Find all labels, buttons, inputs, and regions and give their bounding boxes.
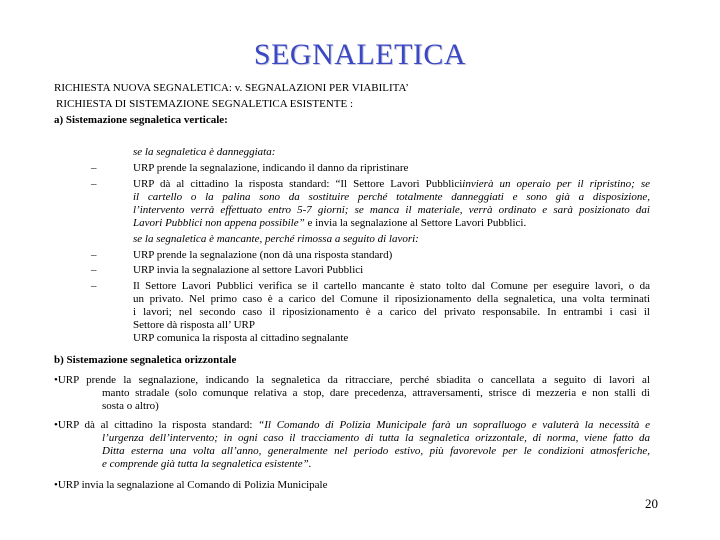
para-line: sosta o altro) [102,400,159,412]
missing-item-3-line: un privato. Nel primo caso è a carico del Comune il riposizionamento della segnaletica, una volta terminati [133,293,650,305]
missing-item-3 [133,280,650,345]
para-line: manto stradale (solo comunque relativa a stop, dare precedenza, attraversamenti, strisce di mezzeria e non stalli di [102,387,650,399]
dash-bullet: – [91,280,97,292]
dash-bullet: – [91,162,97,174]
section-b-heading: b) Sistemazione segnaletica orizzontale [54,354,237,366]
section-b-para-3: •URP invia la segnalazione al Comando di Polizia Municipale [54,479,328,491]
std-response-part1: invierà un operaio per il ripristino; se [462,178,651,190]
std-response-line: l’intervento verrà effettuato entro 5-7 giorni; se manca il materiale, verrà ordinato e sarà posizionato dai [133,204,650,216]
intro-fix-signage: RICHIESTA DI SISTEMAZIONE SEGNALETICA ESISTENTE : [56,98,354,110]
missing-intro: se la segnaletica è mancante, perché rimossa a seguito di lavori: [133,233,419,245]
para-line: l’urgenza dell’intervento; in ogni caso il tracciamento di tutta la segnaletica orizzontale, di norma, viene fatto da [102,432,650,444]
dash-bullet: – [91,178,97,190]
damaged-intro: se la segnaletica è danneggiata: [133,146,276,158]
slide-title: SEGNALETICA [253,38,467,71]
damaged-item-2 [133,178,650,230]
missing-item-2: URP invia la segnalazione al settore Lavori Pubblici [133,264,364,276]
std-response-start: URP dà al cittadino la risposta standard: “Il Settore Lavori Pubblici [133,178,463,190]
para-line [54,419,650,432]
missing-item-3-line: Settore dà risposta all’ URP [133,319,255,331]
damaged-item-1: URP prende la segnalazione, indicando il danno da ripristinare [133,162,409,174]
page-number: 20 [645,496,658,511]
std-response-last: Lavori Pubblici non appena possibile” [133,217,305,229]
std-response-tail: e invia la segnalazione al Settore Lavori Pubblici. [304,217,527,229]
missing-item-3-line: i lavori; nel secondo caso il riposizionamento è a carico del privato responsabile. In entrambi i casi il [133,306,650,318]
intro-new-signage: RICHIESTA NUOVA SEGNALETICA: v. SEGNALAZIONI PER VIABILITA’ [54,82,409,94]
para-2-normal: •URP dà al cittadino la risposta standard: [54,419,259,431]
para-line: •URP prende la segnalazione, indicando la segnaletica da ritracciare, perché sbiadita o cancellata a seguito di lavori al [54,374,650,386]
dash-bullet: – [91,264,97,276]
std-response-line: il cartello o la palina sono da sostituire perché totalmente danneggiati e sono già a disposizione, [133,191,650,203]
missing-item-1: URP prende la segnalazione (non dà una risposta standard) [133,249,393,261]
para-line: e comprende già tutta la segnaletica esistente”. [102,458,312,470]
dash-bullet: – [91,249,97,261]
para-2-italic: “Il Comando di Polizia Municipale farà un sopralluogo e valuterà la necessità e [258,419,651,431]
missing-item-3-line: URP comunica la risposta al cittadino segnalante [133,332,349,344]
missing-item-3-line: Il Settore Lavori Pubblici verifica se il cartello mancante è stato tolto dal Comune per eseguire lavori, o da [133,280,650,292]
section-a-heading: a) Sistemazione segnaletica verticale: [54,114,228,126]
section-b-para-2 [54,419,650,471]
section-b-para-1 [54,374,650,413]
para-line: Ditta esterna una volta all’anno, generalmente nel periodo estivo, più favorevole per le condizioni atmosferiche, [102,445,650,457]
